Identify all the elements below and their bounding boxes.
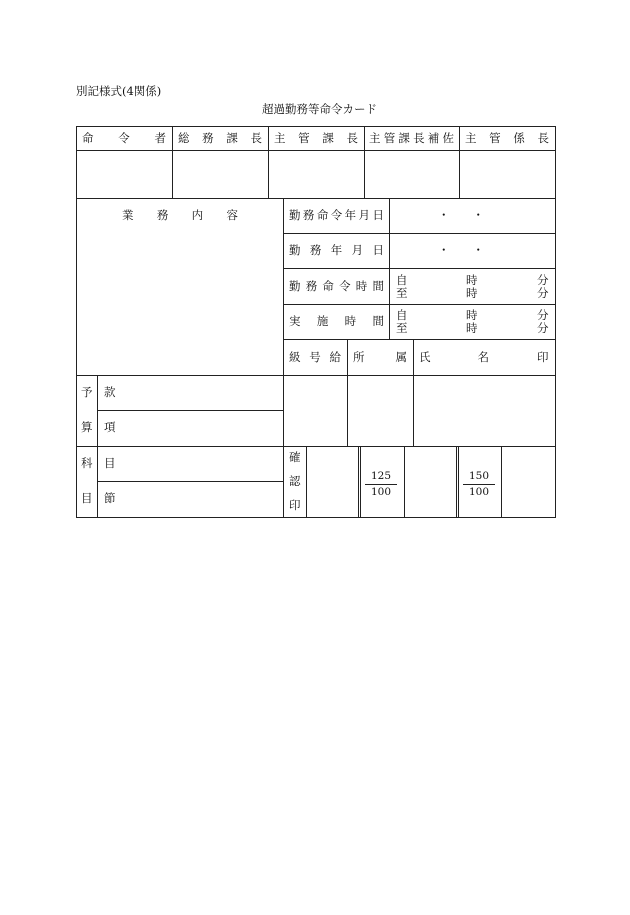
rate-150-numerator: 150 — [463, 471, 495, 485]
order-date-field[interactable]: ・ ・ — [438, 208, 484, 222]
actual-time-from-label: 自 — [396, 308, 408, 322]
general-affairs-chief-header: 総 務 課 長 — [178, 131, 262, 145]
work-content-label: 業 務 内 容 — [122, 208, 238, 222]
grade-label: 級 号 給 — [289, 350, 341, 364]
name-label: 氏 名 — [419, 350, 489, 364]
actual-time-to-hour-label: 時 — [466, 321, 478, 335]
budget-item-setsu-label: 節 — [104, 491, 116, 505]
general-affairs-chief-seal-box[interactable] — [173, 151, 268, 198]
confirm-label-char-3: 印 — [289, 498, 301, 512]
confirm-label-char-2: 認 — [289, 474, 301, 488]
appendix-label: 別記様式(4関係) — [76, 84, 162, 98]
approver-seal-box[interactable] — [77, 151, 172, 198]
order-date-label: 勤 務 命 令 年 月 日 — [289, 208, 384, 222]
work-content-field[interactable] — [77, 225, 283, 375]
budget-item-kan-label: 款 — [104, 385, 116, 399]
seal-label: 印 — [537, 350, 549, 364]
actual-time-to-label: 至 — [396, 321, 408, 335]
subsection-chief-seal-box[interactable] — [460, 151, 555, 198]
actual-time-from-minute-label: 分 — [537, 308, 549, 322]
deputy-section-chief-seal-box[interactable] — [365, 151, 459, 198]
subsection-chief-header: 主 管 係 長 — [465, 131, 549, 145]
budget-item-moku-label: 目 — [104, 456, 116, 470]
section-chief-seal-box[interactable] — [269, 151, 364, 198]
department-label: 所 属 — [353, 350, 407, 364]
budget-moku-field[interactable] — [125, 447, 283, 481]
actual-time-to-minute-label: 分 — [537, 321, 549, 335]
order-time-to-minute-label: 分 — [537, 286, 549, 300]
confirm-seal-box-1[interactable] — [307, 447, 358, 517]
confirm-seal-box-3[interactable] — [502, 447, 555, 517]
work-date-label: 勤 務 年 月 日 — [289, 243, 384, 257]
order-time-from-hour-label: 時 — [466, 273, 478, 287]
budget-label-char-1: 予 — [81, 385, 93, 399]
budget-label-char-4: 目 — [81, 491, 93, 505]
approver-column-header: 命 令 者 — [82, 131, 166, 145]
order-time-to-hour-label: 時 — [466, 286, 478, 300]
department-field[interactable] — [348, 376, 413, 446]
actual-time-from-hour-label: 時 — [466, 308, 478, 322]
budget-kan-field[interactable] — [125, 376, 283, 410]
section-chief-header: 主 管 課 長 — [274, 131, 358, 145]
work-date-field[interactable]: ・ ・ — [438, 243, 484, 257]
deputy-section-chief-header: 主 管 課 長 補 佐 — [369, 131, 454, 145]
form-title: 超過勤務等命令カード — [262, 102, 377, 116]
grade-field[interactable] — [284, 376, 347, 446]
order-time-label: 勤 務 命 令 時 間 — [289, 279, 384, 293]
rate-150-denominator: 100 — [468, 485, 490, 498]
order-time-from-label: 自 — [396, 273, 408, 287]
rate-125-numerator: 125 — [365, 471, 397, 485]
confirm-label-char-1: 確 — [289, 450, 301, 464]
actual-time-label: 実 施 時 間 — [289, 314, 384, 328]
confirm-seal-box-2[interactable] — [405, 447, 456, 517]
name-field[interactable] — [414, 376, 555, 446]
budget-label-char-2: 算 — [81, 420, 93, 434]
overtime-rate-150 — [463, 471, 495, 497]
order-time-from-minute-label: 分 — [537, 273, 549, 287]
budget-setsu-field[interactable] — [125, 482, 283, 517]
order-time-to-label: 至 — [396, 286, 408, 300]
budget-item-kou-label: 項 — [104, 420, 116, 434]
rate-125-denominator: 100 — [370, 485, 392, 498]
budget-kou-field[interactable] — [125, 411, 283, 446]
overtime-rate-125 — [365, 471, 397, 497]
budget-label-char-3: 科 — [81, 456, 93, 470]
